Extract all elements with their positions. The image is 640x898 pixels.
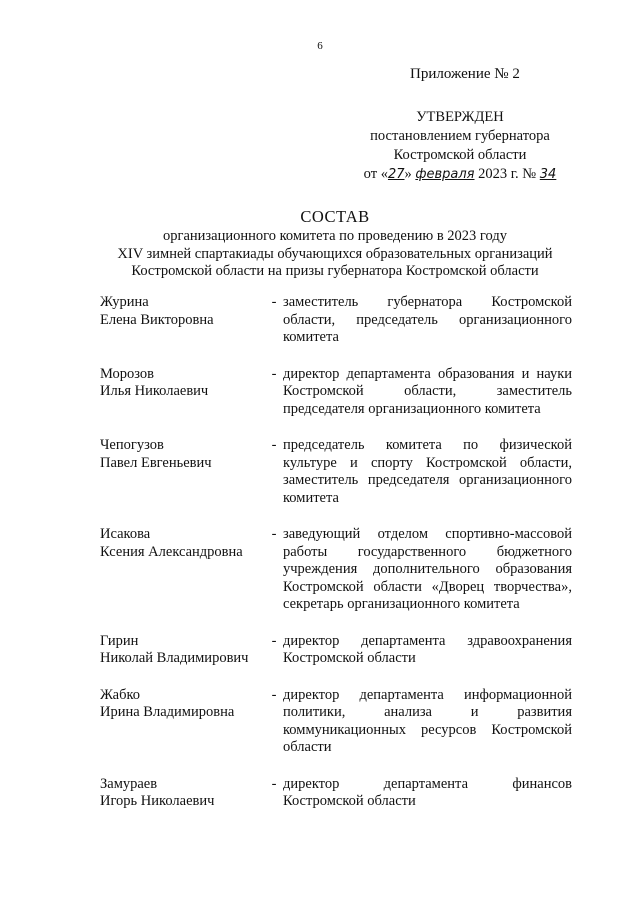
member-given-name: Павел Евгеньевич (100, 454, 212, 471)
member-dash: - (271, 294, 277, 310)
member-dash: - (271, 632, 277, 649)
member-row (100, 687, 572, 757)
member-surname: Гирин (100, 632, 139, 649)
approval-block (340, 108, 580, 184)
member-row (100, 437, 572, 507)
member-role: директор департамента здравоохранения Костромской области (283, 632, 572, 666)
title-heading: СОСТАВ (300, 207, 370, 226)
title-line-2: XIV зимней спартакиады обучающихся образовательных организаций (117, 245, 553, 262)
approval-date-line (340, 165, 580, 184)
member-surname: Жабко (100, 686, 141, 703)
member-row (100, 776, 572, 811)
member-row (100, 633, 572, 668)
member-dash: - (271, 775, 277, 792)
member-role: председатель комитета по физической культуре и спорту Костромской области, заместитель председателя организационного комитета (283, 437, 572, 506)
date-prefix: от « (363, 166, 388, 182)
date-year: 2023 г. № (474, 166, 540, 182)
document-title (60, 206, 610, 281)
approval-line-2: Костромской области (393, 147, 527, 163)
member-name (100, 294, 265, 347)
handwritten-number: 34 (539, 167, 557, 182)
member-surname: Чепогузов (100, 437, 164, 453)
member-role: директор департамента информационной политики, анализа и развития коммуникационных ресурсов Костромской области (283, 686, 572, 755)
date-mid: » (404, 166, 416, 182)
member-role: заместитель губернатора Костромской области, председатель организационного комитета (283, 294, 572, 345)
member-given-name: Ирина Владимировна (100, 704, 235, 720)
member-surname: Морозов (100, 365, 155, 382)
approval-header: УТВЕРЖДЕН (416, 109, 504, 125)
member-dash: - (271, 437, 277, 453)
member-name (100, 633, 265, 668)
member-name (100, 526, 265, 614)
member-role: директор департамента образования и науки Костромской области, заместитель председателя организационного комитета (283, 365, 572, 417)
member-given-name: Илья Николаевич (100, 383, 209, 399)
title-line-1: организационного комитета по проведению в 2023 году (163, 228, 507, 244)
member-dash: - (271, 686, 277, 703)
member-surname: Журина (100, 294, 149, 310)
handwritten-day: 27 (387, 167, 405, 182)
member-surname: Исакова (100, 526, 151, 542)
approval-line-1: постановлением губернатора (370, 128, 550, 144)
member-name (100, 366, 265, 419)
member-name (100, 437, 265, 507)
member-role: директор департамента финансов Костромской области (283, 775, 572, 809)
member-name (100, 687, 265, 757)
member-dash: - (271, 526, 277, 542)
member-row (100, 366, 572, 419)
member-given-name: Ксения Александровна (100, 543, 243, 560)
member-given-name: Игорь Николаевич (100, 793, 215, 809)
member-dash: - (271, 365, 277, 382)
member-role: заведующий отделом спортивно-массовой работы государственного бюджетного учреждения дополнительного образования Костромской области «Дворец творчества», секретарь организационного комитета (283, 526, 572, 612)
member-name (100, 776, 265, 811)
member-surname: Замураев (100, 775, 158, 792)
appendix-label: Приложение № 2 (410, 66, 520, 82)
title-line-3: Костромской области на призы губернатора Костромской области (131, 263, 539, 279)
member-given-name: Николай Владимирович (100, 650, 249, 666)
member-list (100, 294, 572, 811)
member-given-name: Елена Викторовна (100, 311, 214, 328)
member-row (100, 294, 572, 347)
page-number: 6 (317, 40, 323, 52)
handwritten-month: февраля (415, 167, 475, 182)
member-row (100, 526, 572, 614)
